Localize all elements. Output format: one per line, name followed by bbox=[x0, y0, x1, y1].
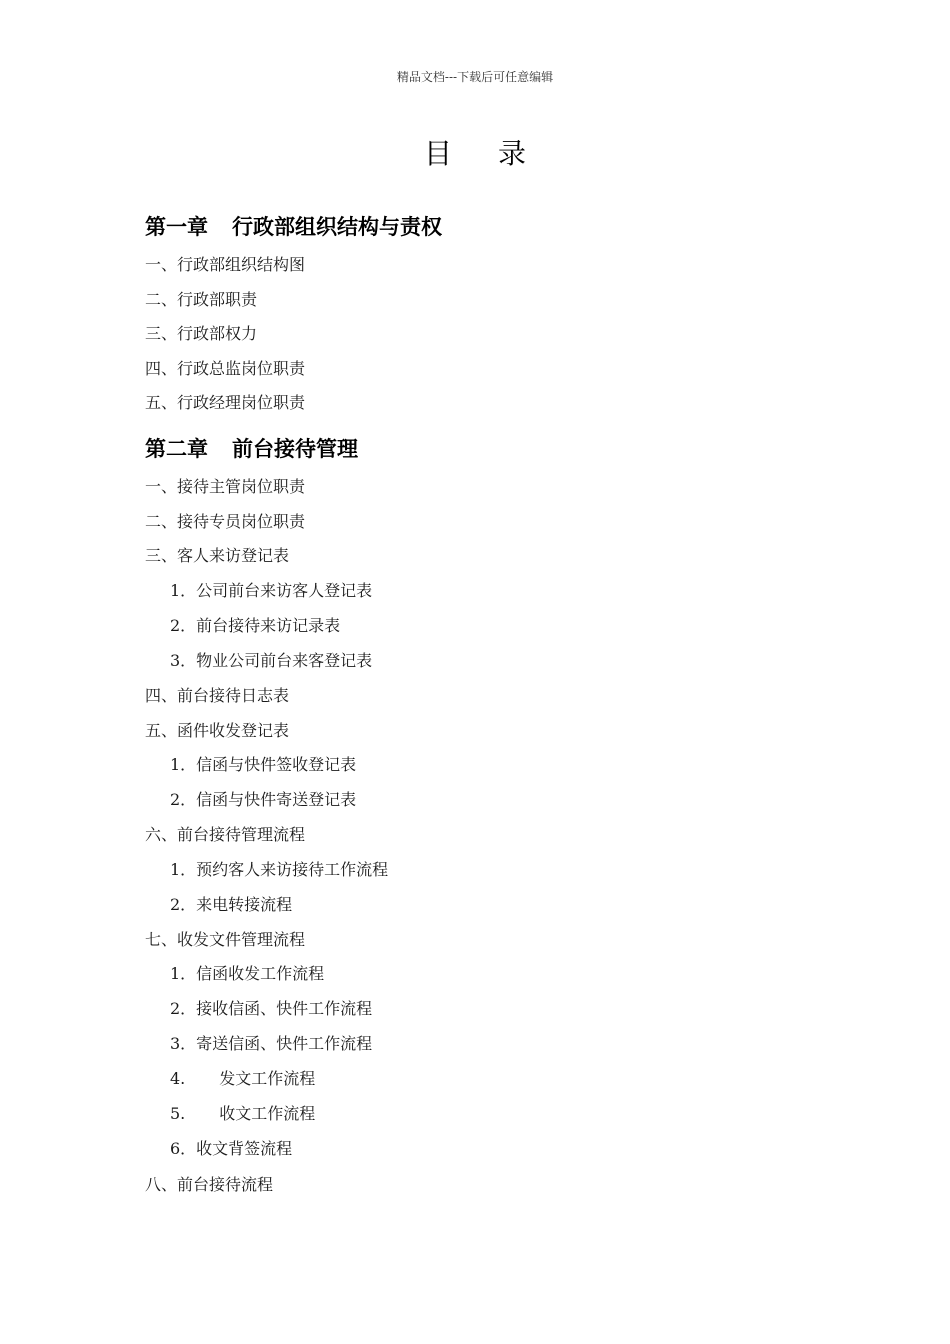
toc-subitem-text: 收文工作流程 bbox=[219, 1104, 316, 1123]
toc-item: 四、前台接待日志表 bbox=[145, 686, 290, 705]
toc-subitem-number: 4. bbox=[170, 1069, 186, 1088]
toc-subitem: 1．公司前台来访客人登记表 bbox=[170, 581, 373, 600]
toc-subitem: 1．信函收发工作流程 bbox=[170, 964, 325, 983]
toc-subitem bbox=[170, 1066, 315, 1089]
chapter-2-heading bbox=[145, 433, 358, 463]
toc-subitem-number: 5. bbox=[170, 1104, 186, 1123]
toc-item: 五、行政经理岗位职责 bbox=[145, 393, 306, 412]
toc-subitem: 2．信函与快件寄送登记表 bbox=[170, 790, 357, 809]
toc-item: 六、前台接待管理流程 bbox=[145, 825, 306, 844]
toc-item: 八、前台接待流程 bbox=[145, 1175, 274, 1194]
toc-subitem: 2．前台接待来访记录表 bbox=[170, 616, 341, 635]
toc-subitem: 1．信函与快件签收登记表 bbox=[170, 755, 357, 774]
toc-item: 二、行政部职责 bbox=[145, 290, 258, 309]
chapter-1-heading bbox=[145, 211, 442, 241]
chapter-2-name: 前台接待管理 bbox=[232, 436, 358, 461]
toc-subitem-text: 发文工作流程 bbox=[219, 1069, 316, 1088]
toc-subitem bbox=[170, 1101, 315, 1124]
toc-item: 五、函件收发登记表 bbox=[145, 721, 290, 740]
toc-subitem: 6．收文背签流程 bbox=[170, 1139, 293, 1158]
chapter-1-label: 第一章 bbox=[145, 214, 208, 239]
toc-item: 三、行政部权力 bbox=[145, 324, 258, 343]
toc-item: 四、行政总监岗位职责 bbox=[145, 359, 306, 378]
toc-item: 一、行政部组织结构图 bbox=[145, 255, 306, 274]
toc-subitem: 1．预约客人来访接待工作流程 bbox=[170, 860, 389, 879]
toc-item: 七、收发文件管理流程 bbox=[145, 930, 306, 949]
toc-subitem: 2．接收信函、快件工作流程 bbox=[170, 999, 373, 1018]
toc-subitem: 3．寄送信函、快件工作流程 bbox=[170, 1034, 373, 1053]
toc-item: 一、接待主管岗位职责 bbox=[145, 477, 306, 496]
toc-title: 目录 bbox=[423, 137, 572, 170]
chapter-1-name: 行政部组织结构与责权 bbox=[232, 214, 442, 239]
toc-item: 二、接待专员岗位职责 bbox=[145, 512, 306, 531]
toc-subitem: 2．来电转接流程 bbox=[170, 895, 293, 914]
toc-subitem: 3．物业公司前台来客登记表 bbox=[170, 651, 373, 670]
toc-item: 三、客人来访登记表 bbox=[145, 546, 290, 565]
chapter-2-label: 第二章 bbox=[145, 436, 208, 461]
page-header: 精品文档---下载后可任意编辑 bbox=[396, 70, 554, 84]
